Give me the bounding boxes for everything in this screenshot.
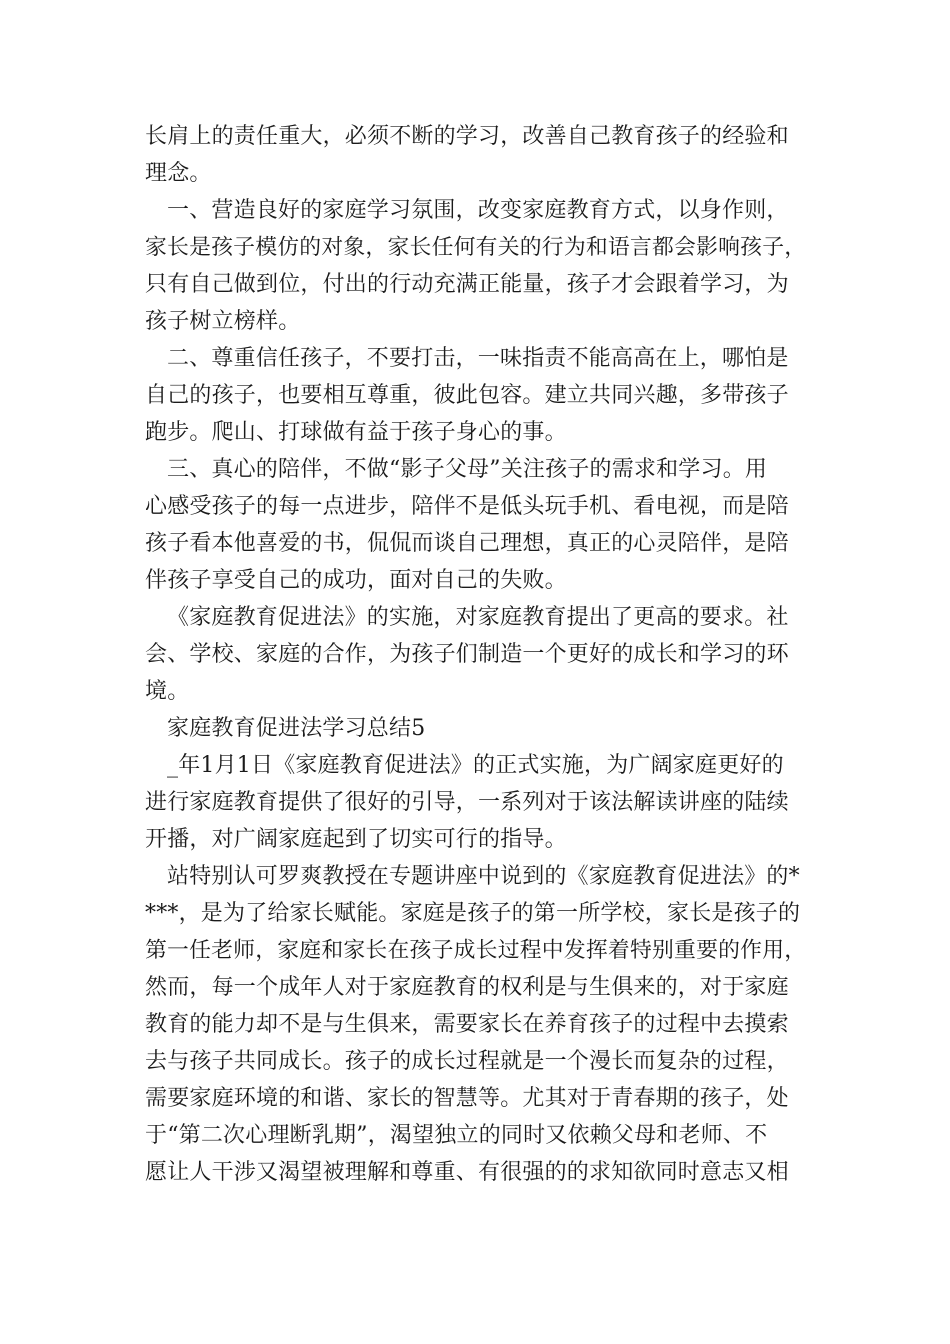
text-line: ***，是为了给家长赋能。家庭是孩子的第一所学校，家长是孩子的	[145, 901, 801, 926]
text-line: 教育的能力却不是与生俱来，需要家长在养育孩子的过程中去摸索	[145, 1012, 789, 1037]
text-line: 站特别认可罗爽教授在专题讲座中说到的《家庭教育促进法》的*	[167, 864, 800, 889]
text-line: 长肩上的责任重大，必须不断的学习，改善自己教育孩子的经验和	[145, 124, 789, 149]
document-body	[145, 118, 810, 1191]
text-line: 二、尊重信任孩子，不要打击，一味指责不能高高在上，哪怕是	[167, 346, 789, 371]
text-line: 跑步。爬山、打球做有益于孩子身心的事。	[145, 420, 567, 445]
text-line: 只有自己做到位，付出的行动充满正能量，孩子才会跟着学习，为	[145, 272, 789, 297]
text-line: 境。	[145, 679, 190, 704]
text-line: 开播，对广阔家庭起到了切实可行的指导。	[145, 827, 567, 852]
text-line: 愿让人干涉又渴望被理解和尊重、有很强的的求知欲同时意志又相	[145, 1160, 789, 1185]
text-line: 第一任老师，家庭和家长在孩子成长过程中发挥着特别重要的作用，	[145, 938, 807, 963]
text-line: 伴孩子享受自己的成功，面对自己的失败。	[145, 568, 567, 593]
text-line: 然而，每一个成年人对于家庭教育的权利是与生俱来的，对于家庭	[145, 975, 789, 1000]
text-line: 孩子树立榜样。	[145, 309, 301, 334]
text-line: 需要家庭环境的和谐、家长的智慧等。尤其对于青春期的孩子，处	[145, 1086, 789, 1111]
text-line: _年1月1日《家庭教育促进法》的正式实施，为广阔家庭更好的	[167, 753, 784, 778]
text-line: 孩子看本他喜爱的书，侃侃而谈自己理想，真正的心灵陪伴，是陪	[145, 531, 789, 556]
text-line: 家庭教育促进法学习总结5	[167, 716, 426, 741]
text-line: 会、学校、家庭的合作，为孩子们制造一个更好的成长和学习的环	[145, 642, 789, 667]
text-line: 去与孩子共同成长。孩子的成长过程就是一个漫长而复杂的过程，	[145, 1049, 789, 1074]
text-line: 家长是孩子模仿的对象，家长任何有关的行为和语言都会影响孩子，	[145, 235, 807, 260]
text-line: 三、真心的陪伴，不做“影子父母”关注孩子的需求和学习。用	[167, 457, 768, 482]
text-line: 自己的孩子，也要相互尊重，彼此包容。建立共同兴趣，多带孩子	[145, 383, 789, 408]
text-line: 心感受孩子的每一点进步，陪伴不是低头玩手机、看电视，而是陪	[145, 494, 789, 519]
text-line: 于“第二次心理断乳期”，渴望独立的同时又依赖父母和老师、不	[145, 1123, 768, 1148]
text-line: 《家庭教育促进法》的实施，对家庭教育提出了更高的要求。社	[167, 605, 789, 630]
text-line: 进行家庭教育提供了很好的引导，一系列对于该法解读讲座的陆续	[145, 790, 789, 815]
text-line: 一、营造良好的家庭学习氛围，改变家庭教育方式，以身作则，	[167, 198, 789, 223]
text-line: 理念。	[145, 161, 212, 186]
